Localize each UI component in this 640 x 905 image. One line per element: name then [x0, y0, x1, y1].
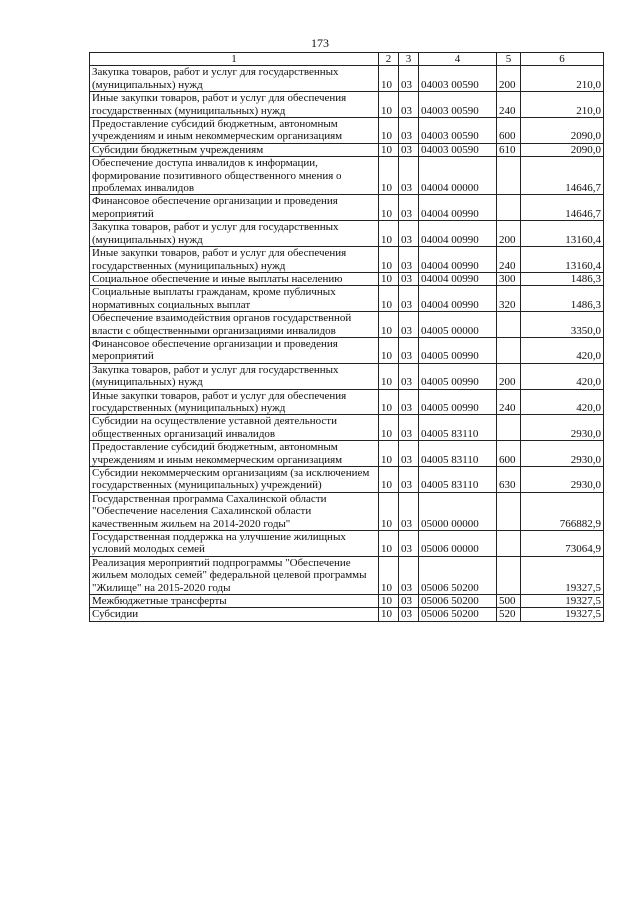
expense-type-cell: 630 [497, 467, 521, 493]
section-code-cell: 10 [379, 556, 399, 594]
section-code-cell: 10 [379, 595, 399, 608]
item-name-cell: Субсидии бюджетным учреждениям [90, 143, 379, 156]
table-row [90, 415, 604, 441]
page-number: 173 [311, 36, 329, 50]
expense-type-cell: 600 [497, 441, 521, 467]
column-header: 6 [521, 53, 604, 66]
target-article-cell: 05006 50200 [419, 556, 497, 594]
amount-cell: 2930,0 [521, 441, 604, 467]
item-name-cell: Закупка товаров, работ и услуг для государственных (муниципальных) нужд [90, 221, 379, 247]
section-code-cell: 10 [379, 195, 399, 221]
expense-type-cell: 610 [497, 143, 521, 156]
section-code-cell: 10 [379, 389, 399, 415]
subsection-code-cell: 03 [399, 286, 419, 312]
expense-type-cell [497, 492, 521, 530]
item-name-cell: Предоставление субсидий бюджетным, автономным учреждениям и иным некоммерческим организациям [90, 118, 379, 144]
table-header-row [90, 53, 604, 66]
table-row [90, 363, 604, 389]
table-row [90, 337, 604, 363]
expense-type-cell [497, 157, 521, 195]
table-row [90, 286, 604, 312]
amount-cell: 1486,3 [521, 286, 604, 312]
target-article-cell: 04005 83110 [419, 467, 497, 493]
column-header: 1 [90, 53, 379, 66]
subsection-code-cell: 03 [399, 556, 419, 594]
item-name-cell: Обеспечение взаимодействия органов государственной власти с общественными организациями инвалидов [90, 312, 379, 338]
table-row [90, 247, 604, 273]
target-article-cell: 04005 00990 [419, 389, 497, 415]
table-row [90, 143, 604, 156]
target-article-cell: 05006 50200 [419, 595, 497, 608]
subsection-code-cell: 03 [399, 441, 419, 467]
expense-type-cell: 240 [497, 247, 521, 273]
section-code-cell: 10 [379, 608, 399, 621]
item-name-cell: Субсидии некоммерческим организациям (за исключением государственных (муниципальных) учреждений) [90, 467, 379, 493]
amount-cell: 210,0 [521, 92, 604, 118]
subsection-code-cell: 03 [399, 492, 419, 530]
subsection-code-cell: 03 [399, 337, 419, 363]
amount-cell: 420,0 [521, 389, 604, 415]
item-name-cell: Государственная поддержка на улучшение жилищных условий молодых семей [90, 531, 379, 557]
table-row [90, 221, 604, 247]
subsection-code-cell: 03 [399, 467, 419, 493]
subsection-code-cell: 03 [399, 118, 419, 144]
amount-cell: 14646,7 [521, 157, 604, 195]
item-name-cell: Государственная программа Сахалинской области "Обеспечение населения Сахалинской области качественным жильем на 2014-2020 годы" [90, 492, 379, 530]
expense-type-cell [497, 195, 521, 221]
subsection-code-cell: 03 [399, 531, 419, 557]
section-code-cell: 10 [379, 286, 399, 312]
item-name-cell: Иные закупки товаров, работ и услуг для обеспечения государственных (муниципальных) нужд [90, 247, 379, 273]
target-article-cell: 04004 00990 [419, 272, 497, 285]
target-article-cell: 04004 00000 [419, 157, 497, 195]
amount-cell: 420,0 [521, 337, 604, 363]
section-code-cell: 10 [379, 337, 399, 363]
subsection-code-cell: 03 [399, 195, 419, 221]
section-code-cell: 10 [379, 118, 399, 144]
item-name-cell: Предоставление субсидий бюджетным, автономным учреждениям и иным некоммерческим организациям [90, 441, 379, 467]
table-row [90, 195, 604, 221]
item-name-cell: Социальные выплаты гражданам, кроме публичных нормативных социальных выплат [90, 286, 379, 312]
target-article-cell: 04003 00590 [419, 143, 497, 156]
item-name-cell: Закупка товаров, работ и услуг для государственных (муниципальных) нужд [90, 363, 379, 389]
expense-type-cell [497, 556, 521, 594]
section-code-cell: 10 [379, 531, 399, 557]
target-article-cell: 04005 00000 [419, 312, 497, 338]
amount-cell: 1486,3 [521, 272, 604, 285]
table-row [90, 492, 604, 530]
item-name-cell: Обеспечение доступа инвалидов к информации, формирование позитивного общественного мнения о проблемах инвалидов [90, 157, 379, 195]
target-article-cell: 04004 00990 [419, 286, 497, 312]
item-name-cell: Финансовое обеспечение организации и проведения мероприятий [90, 195, 379, 221]
item-name-cell: Реализация мероприятий подпрограммы "Обеспечение жильем молодых семей" федеральной целевой программы "Жилище" на 2015-2020 годы [90, 556, 379, 594]
item-name-cell: Субсидии [90, 608, 379, 621]
subsection-code-cell: 03 [399, 247, 419, 273]
section-code-cell: 10 [379, 363, 399, 389]
subsection-code-cell: 03 [399, 92, 419, 118]
subsection-code-cell: 03 [399, 415, 419, 441]
amount-cell: 2090,0 [521, 118, 604, 144]
target-article-cell: 04004 00990 [419, 195, 497, 221]
expense-type-cell: 200 [497, 221, 521, 247]
section-code-cell: 10 [379, 415, 399, 441]
target-article-cell: 04004 00990 [419, 221, 497, 247]
expense-type-cell [497, 312, 521, 338]
table-row [90, 608, 604, 621]
expense-type-cell [497, 337, 521, 363]
table-row [90, 272, 604, 285]
column-header: 2 [379, 53, 399, 66]
item-name-cell: Закупка товаров, работ и услуг для государственных (муниципальных) нужд [90, 66, 379, 92]
section-code-cell: 10 [379, 92, 399, 118]
amount-cell: 2090,0 [521, 143, 604, 156]
amount-cell: 13160,4 [521, 247, 604, 273]
section-code-cell: 10 [379, 143, 399, 156]
subsection-code-cell: 03 [399, 143, 419, 156]
amount-cell: 210,0 [521, 66, 604, 92]
amount-cell: 420,0 [521, 363, 604, 389]
expense-type-cell: 500 [497, 595, 521, 608]
subsection-code-cell: 03 [399, 221, 419, 247]
target-article-cell: 04003 00590 [419, 118, 497, 144]
table-row [90, 595, 604, 608]
table-row [90, 92, 604, 118]
table-row [90, 312, 604, 338]
expense-type-cell: 520 [497, 608, 521, 621]
amount-cell: 19327,5 [521, 595, 604, 608]
expense-type-cell: 240 [497, 389, 521, 415]
target-article-cell: 04005 83110 [419, 441, 497, 467]
amount-cell: 766882,9 [521, 492, 604, 530]
amount-cell: 13160,4 [521, 221, 604, 247]
expense-type-cell: 200 [497, 66, 521, 92]
amount-cell: 2930,0 [521, 467, 604, 493]
item-name-cell: Иные закупки товаров, работ и услуг для обеспечения государственных (муниципальных) нужд [90, 389, 379, 415]
section-code-cell: 10 [379, 441, 399, 467]
target-article-cell: 04003 00590 [419, 66, 497, 92]
column-header: 3 [399, 53, 419, 66]
section-code-cell: 10 [379, 66, 399, 92]
amount-cell: 19327,5 [521, 608, 604, 621]
column-header: 4 [419, 53, 497, 66]
subsection-code-cell: 03 [399, 272, 419, 285]
amount-cell: 73064,9 [521, 531, 604, 557]
section-code-cell: 10 [379, 221, 399, 247]
target-article-cell: 04005 83110 [419, 415, 497, 441]
subsection-code-cell: 03 [399, 608, 419, 621]
target-article-cell: 05006 00000 [419, 531, 497, 557]
budget-table [89, 52, 604, 622]
item-name-cell: Финансовое обеспечение организации и проведения мероприятий [90, 337, 379, 363]
table-row [90, 467, 604, 493]
expense-type-cell: 600 [497, 118, 521, 144]
subsection-code-cell: 03 [399, 66, 419, 92]
table-row [90, 389, 604, 415]
column-header: 5 [497, 53, 521, 66]
subsection-code-cell: 03 [399, 595, 419, 608]
target-article-cell: 05006 50200 [419, 608, 497, 621]
subsection-code-cell: 03 [399, 389, 419, 415]
table-row [90, 118, 604, 144]
target-article-cell: 04003 00590 [419, 92, 497, 118]
target-article-cell: 04005 00990 [419, 363, 497, 389]
expense-type-cell: 200 [497, 363, 521, 389]
section-code-cell: 10 [379, 312, 399, 338]
section-code-cell: 10 [379, 272, 399, 285]
section-code-cell: 10 [379, 467, 399, 493]
table-row [90, 531, 604, 557]
table-row [90, 441, 604, 467]
amount-cell: 3350,0 [521, 312, 604, 338]
item-name-cell: Межбюджетные трансферты [90, 595, 379, 608]
target-article-cell: 05000 00000 [419, 492, 497, 530]
expense-type-cell [497, 531, 521, 557]
amount-cell: 19327,5 [521, 556, 604, 594]
table-row [90, 66, 604, 92]
amount-cell: 2930,0 [521, 415, 604, 441]
subsection-code-cell: 03 [399, 363, 419, 389]
section-code-cell: 10 [379, 492, 399, 530]
item-name-cell: Иные закупки товаров, работ и услуг для обеспечения государственных (муниципальных) нужд [90, 92, 379, 118]
subsection-code-cell: 03 [399, 312, 419, 338]
section-code-cell: 10 [379, 247, 399, 273]
target-article-cell: 04004 00990 [419, 247, 497, 273]
expense-type-cell [497, 415, 521, 441]
subsection-code-cell: 03 [399, 157, 419, 195]
expense-type-cell: 300 [497, 272, 521, 285]
table-row [90, 157, 604, 195]
expense-type-cell: 320 [497, 286, 521, 312]
expense-type-cell: 240 [497, 92, 521, 118]
target-article-cell: 04005 00990 [419, 337, 497, 363]
section-code-cell: 10 [379, 157, 399, 195]
item-name-cell: Субсидии на осуществление уставной деятельности общественных организаций инвалидов [90, 415, 379, 441]
amount-cell: 14646,7 [521, 195, 604, 221]
item-name-cell: Социальное обеспечение и иные выплаты населению [90, 272, 379, 285]
table-row [90, 556, 604, 594]
